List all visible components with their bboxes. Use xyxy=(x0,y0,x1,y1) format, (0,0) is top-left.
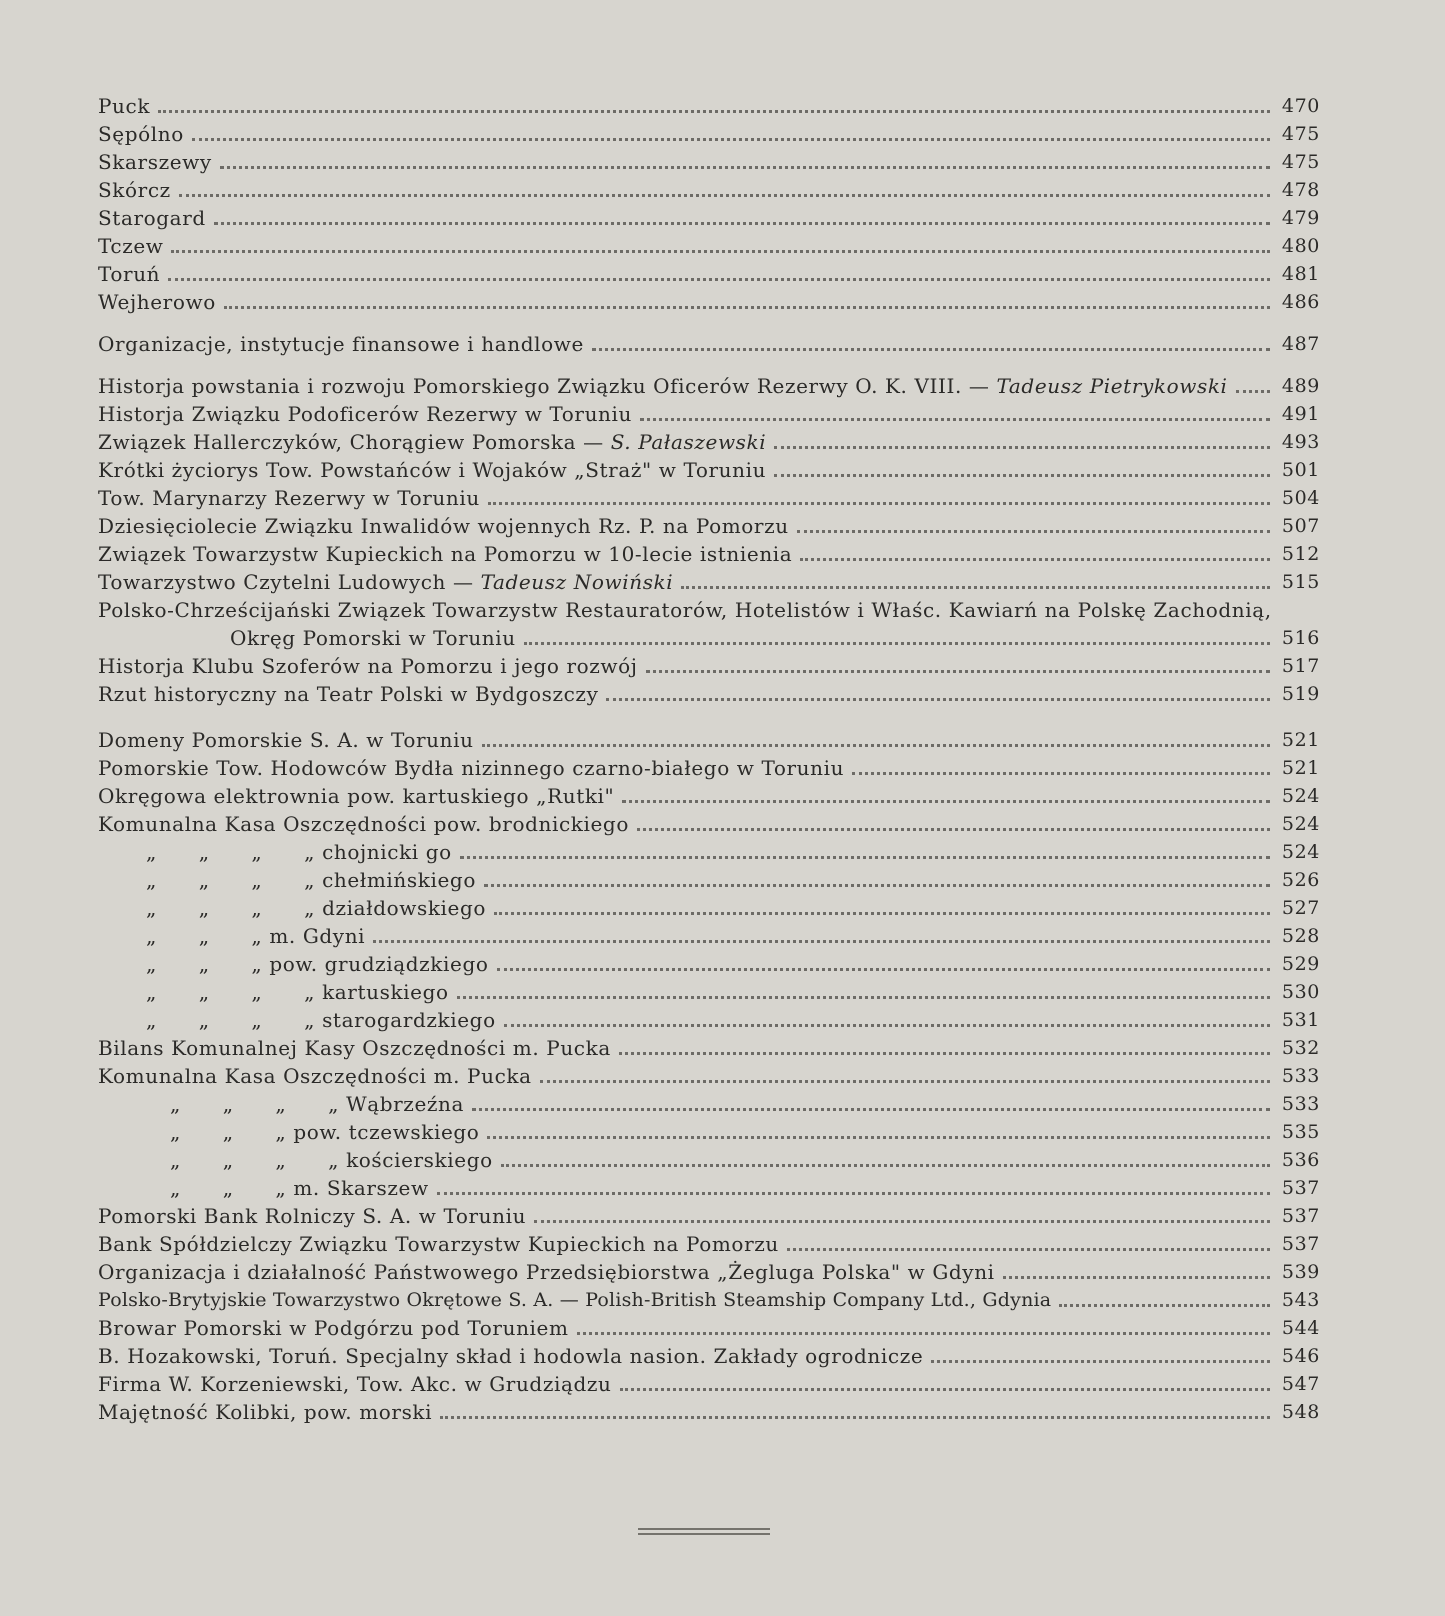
dot-leader xyxy=(460,856,1270,859)
toc-entry xyxy=(98,512,1320,540)
dot-leader xyxy=(487,1136,1270,1139)
toc-entry xyxy=(98,330,1320,358)
page-number: 526 xyxy=(1281,869,1320,891)
entry-title xyxy=(98,1090,464,1118)
entry-title-text: działdowskiego xyxy=(322,896,487,920)
dot-leader xyxy=(482,744,1270,747)
entry-title: Organizacja i działalność Państwowego Przedsiębiorstwa „Żegluga Polska" w Gdyni xyxy=(98,1260,995,1284)
toc-entry xyxy=(98,1090,1320,1118)
entry-title: Puck xyxy=(98,94,151,118)
page-number: 533 xyxy=(1281,1065,1320,1087)
dot-leader xyxy=(224,306,1270,309)
page-number: 543 xyxy=(1281,1289,1320,1311)
toc-entry xyxy=(98,288,1320,316)
entry-title: B. Hozakowski, Toruń. Specjalny skład i hodowla nasion. Zakłady ogrodnicze xyxy=(98,1344,924,1368)
entry-title xyxy=(98,978,449,1006)
ditto-marks: „ „ „ „ xyxy=(146,1008,316,1032)
dot-leader xyxy=(488,502,1270,505)
ditto-marks: „ „ „ xyxy=(146,924,263,948)
entry-title-text: chojnicki go xyxy=(322,840,452,864)
entry-author: Tadeusz Pietrykowski xyxy=(996,374,1228,398)
toc-entry xyxy=(98,260,1320,288)
page-number: 470 xyxy=(1281,95,1320,117)
dot-leader xyxy=(619,1052,1270,1055)
entry-title xyxy=(98,1006,496,1034)
entry-title: Starogard xyxy=(98,206,206,230)
page-number: 479 xyxy=(1281,207,1320,229)
entry-title-text: pow. tczewskiego xyxy=(293,1120,480,1144)
page-number: 501 xyxy=(1281,459,1320,481)
toc-entry xyxy=(98,1286,1320,1314)
dot-leader xyxy=(440,1416,1270,1419)
toc-entry xyxy=(98,1006,1320,1034)
ditto-marks: „ „ „ xyxy=(146,952,263,976)
entry-title xyxy=(98,428,766,456)
entry-title: Domeny Pomorskie S. A. w Toruniu xyxy=(98,728,474,752)
entry-title: Wejherowo xyxy=(98,290,216,314)
page-number: 524 xyxy=(1281,785,1320,807)
toc-entry xyxy=(98,1062,1320,1090)
entry-title: Krótki życiorys Tow. Powstańców i Wojaków „Straż" w Toruniu xyxy=(98,458,767,482)
page-number: 478 xyxy=(1281,179,1320,201)
toc-entry xyxy=(98,1174,1320,1202)
page-number: 507 xyxy=(1281,515,1320,537)
toc-entry xyxy=(98,1230,1320,1258)
toc-entry xyxy=(98,148,1320,176)
page-number: 529 xyxy=(1281,953,1320,975)
page-number: 533 xyxy=(1281,1093,1320,1115)
entry-title xyxy=(98,838,452,866)
ditto-marks: „ „ „ xyxy=(170,1120,287,1144)
entry-title: Pomorski Bank Rolniczy S. A. w Toruniu xyxy=(98,1204,527,1228)
toc-entry xyxy=(98,1202,1320,1230)
toc-entry xyxy=(98,1034,1320,1062)
entry-title: Organizacje, instytucje finansowe i handlowe xyxy=(98,332,584,356)
page-number: 489 xyxy=(1281,375,1320,397)
dot-leader xyxy=(646,670,1270,673)
toc-entry xyxy=(98,1146,1320,1174)
entry-title xyxy=(98,568,673,596)
toc-entry xyxy=(98,428,1320,456)
entry-title: Pomorskie Tow. Hodowców Bydła nizinnego czarno-białego w Toruniu xyxy=(98,756,845,780)
dot-leader xyxy=(158,110,1270,113)
toc-entry xyxy=(98,1370,1320,1398)
toc-entry xyxy=(98,484,1320,512)
toc-entry xyxy=(98,754,1320,782)
toc-entry xyxy=(98,400,1320,428)
ditto-marks: „ „ „ xyxy=(170,1176,287,1200)
page-number: 521 xyxy=(1281,757,1320,779)
toc-entry xyxy=(98,978,1320,1006)
page-number: 527 xyxy=(1281,897,1320,919)
entry-title: Historja Klubu Szoferów na Pomorzu i jego rozwój xyxy=(98,654,638,678)
dot-leader xyxy=(640,418,1270,421)
page-number: 536 xyxy=(1281,1149,1320,1171)
dot-leader xyxy=(1003,1276,1270,1279)
page-number: 519 xyxy=(1281,683,1320,705)
page-number: 537 xyxy=(1281,1205,1320,1227)
entry-title-text: chełmińskiego xyxy=(322,868,476,892)
page-number: 524 xyxy=(1281,841,1320,863)
entry-title: Majętność Kolibki, pow. morski xyxy=(98,1400,433,1424)
toc-entry xyxy=(98,1398,1320,1426)
dot-leader xyxy=(497,968,1271,971)
toc-entry xyxy=(98,120,1320,148)
dot-leader xyxy=(931,1360,1270,1363)
entry-title: Polsko-Chrześcijański Związek Towarzystw Restauratorów, Hotelistów i Właśc. Kawiarń na Polskę Zachodnią, xyxy=(98,598,1272,622)
dot-leader xyxy=(1059,1304,1270,1307)
dot-leader xyxy=(501,1164,1270,1167)
toc-entry xyxy=(98,1118,1320,1146)
toc-entry xyxy=(98,596,1320,624)
page-number: 481 xyxy=(1281,263,1320,285)
entry-title: Tczew xyxy=(98,234,164,258)
entry-author: Tadeusz Nowiński xyxy=(480,570,674,594)
entry-title: Toruń xyxy=(98,262,161,286)
toc-entry xyxy=(98,866,1320,894)
toc-entry xyxy=(98,540,1320,568)
dot-leader xyxy=(214,222,1270,225)
ditto-marks: „ „ „ „ xyxy=(146,896,316,920)
toc-entry xyxy=(98,922,1320,950)
dot-leader xyxy=(774,474,1270,477)
entry-title: Bank Spółdzielczy Związku Towarzystw Kupieckich na Pomorzu xyxy=(98,1232,779,1256)
dot-leader xyxy=(606,698,1270,701)
entry-title-text: Wąbrzeźna xyxy=(346,1092,465,1116)
page-number: 480 xyxy=(1281,235,1320,257)
toc-entry xyxy=(98,568,1320,596)
dot-leader xyxy=(534,1220,1270,1223)
entry-title xyxy=(98,1146,493,1174)
entry-title-text: kościerskiego xyxy=(346,1148,493,1172)
dot-leader xyxy=(472,1108,1270,1111)
entry-title-text: pow. grudziądzkiego xyxy=(269,952,489,976)
toc-entry xyxy=(98,894,1320,922)
dot-leader xyxy=(681,586,1270,589)
entry-title xyxy=(98,866,476,894)
toc-entry xyxy=(98,204,1320,232)
page-number: 537 xyxy=(1281,1233,1320,1255)
dot-leader xyxy=(800,558,1270,561)
entry-title: Komunalna Kasa Oszczędności pow. brodnickiego xyxy=(98,812,629,836)
page-number: 548 xyxy=(1281,1401,1320,1423)
entry-title: Polsko-Brytyjskie Towarzystwo Okrętowe S. A. — Polish-British Steamship Company Ltd., Gdynia xyxy=(98,1289,1052,1311)
entry-title: Browar Pomorski w Podgórzu pod Toruniem xyxy=(98,1316,569,1340)
dot-leader xyxy=(852,772,1270,775)
toc-entry xyxy=(98,652,1320,680)
toc-entry xyxy=(98,456,1320,484)
dot-leader xyxy=(220,166,1270,169)
toc-entry xyxy=(98,1258,1320,1286)
page-number: 532 xyxy=(1281,1037,1320,1059)
page-number: 517 xyxy=(1281,655,1320,677)
dot-leader xyxy=(171,250,1270,253)
entry-title-text: m. Gdyni xyxy=(269,924,366,948)
page-number: 530 xyxy=(1281,981,1320,1003)
entry-title: Firma W. Korzeniewski, Tow. Akc. w Grudziądzu xyxy=(98,1372,612,1396)
page-number: 524 xyxy=(1281,813,1320,835)
entry-title-text: Towarzystwo Czytelni Ludowych — xyxy=(98,570,474,594)
page-number: 515 xyxy=(1281,571,1320,593)
entry-title: Okręgowa elektrownia pow. kartuskiego „Rutki" xyxy=(98,784,615,808)
entry-title: Bilans Komunalnej Kasy Oszczędności m. Pucka xyxy=(98,1036,611,1060)
entry-title xyxy=(98,1118,479,1146)
dot-leader xyxy=(504,1024,1270,1027)
entry-title xyxy=(98,922,365,950)
section-gap xyxy=(98,708,1320,726)
dot-leader xyxy=(168,278,1270,281)
page-number: 537 xyxy=(1281,1177,1320,1199)
entry-title: Skarszewy xyxy=(98,150,212,174)
dot-leader xyxy=(637,828,1270,831)
page-number: 475 xyxy=(1281,151,1320,173)
page-number: 516 xyxy=(1281,627,1320,649)
dot-leader xyxy=(620,1388,1270,1391)
dot-leader xyxy=(622,800,1270,803)
toc-entry xyxy=(98,810,1320,838)
page-number: 486 xyxy=(1281,291,1320,313)
toc-entry xyxy=(98,1342,1320,1370)
page-number: 475 xyxy=(1281,123,1320,145)
page-number: 531 xyxy=(1281,1009,1320,1031)
dot-leader xyxy=(437,1192,1270,1195)
toc-entry xyxy=(98,838,1320,866)
page-number: 487 xyxy=(1281,333,1320,355)
table-of-contents xyxy=(98,92,1320,1426)
entry-title: Tow. Marynarzy Rezerwy w Toruniu xyxy=(98,486,480,510)
toc-entry-continued xyxy=(98,624,1320,652)
section-gap xyxy=(98,358,1320,372)
entry-title: Sępólno xyxy=(98,122,184,146)
entry-title: Skórcz xyxy=(98,178,171,202)
dot-leader xyxy=(797,530,1270,533)
toc-entry xyxy=(98,232,1320,260)
toc-entry xyxy=(98,372,1320,400)
dot-leader xyxy=(540,1080,1270,1083)
page-number: 546 xyxy=(1281,1345,1320,1367)
ditto-marks: „ „ „ „ xyxy=(146,980,316,1004)
dot-leader xyxy=(787,1248,1270,1251)
page-number: 504 xyxy=(1281,487,1320,509)
page-number: 491 xyxy=(1281,403,1320,425)
entry-title-text: Związek Hallerczyków, Chorągiew Pomorska — xyxy=(98,430,604,454)
dot-leader xyxy=(524,642,1270,645)
page-number: 512 xyxy=(1281,543,1320,565)
dot-leader xyxy=(577,1332,1270,1335)
ditto-marks: „ „ „ „ xyxy=(146,840,316,864)
entry-title: Związek Towarzystw Kupieckich na Pomorzu w 10-lecie istnienia xyxy=(98,542,793,566)
page-number: 547 xyxy=(1281,1373,1320,1395)
toc-entry xyxy=(98,92,1320,120)
entry-title: Dziesięciolecie Związku Inwalidów wojennych Rz. P. na Pomorzu xyxy=(98,514,789,538)
entry-title: Rzut historyczny na Teatr Polski w Bydgoszczy xyxy=(98,682,599,706)
entry-title xyxy=(98,950,489,978)
ditto-marks: „ „ „ „ xyxy=(146,868,316,892)
page-number: 539 xyxy=(1281,1261,1320,1283)
toc-entry xyxy=(98,176,1320,204)
dot-leader xyxy=(373,940,1270,943)
entry-title: Komunalna Kasa Oszczędności m. Pucka xyxy=(98,1064,532,1088)
toc-entry xyxy=(98,1314,1320,1342)
closing-double-rule xyxy=(638,1528,770,1535)
dot-leader xyxy=(179,194,1270,197)
entry-title-text: kartuskiego xyxy=(322,980,449,1004)
toc-entry xyxy=(98,782,1320,810)
entry-title-text: starogardzkiego xyxy=(322,1008,496,1032)
dot-leader xyxy=(457,996,1270,999)
toc-entry xyxy=(98,726,1320,754)
dot-leader xyxy=(484,884,1270,887)
page-number: 528 xyxy=(1281,925,1320,947)
entry-title-text: Historja powstania i rozwoju Pomorskiego Związku Oficerów Rezerwy O. K. VIII. — xyxy=(98,374,990,398)
page-number: 521 xyxy=(1281,729,1320,751)
ditto-marks: „ „ „ „ xyxy=(170,1148,340,1172)
entry-title xyxy=(98,1174,429,1202)
ditto-marks: „ „ „ „ xyxy=(170,1092,340,1116)
page-number: 535 xyxy=(1281,1121,1320,1143)
entry-title-line2: Okręg Pomorski w Toruniu xyxy=(230,626,516,650)
toc-entry xyxy=(98,950,1320,978)
page-number: 493 xyxy=(1281,431,1320,453)
dot-leader xyxy=(774,446,1270,449)
entry-title: Historja Związku Podoficerów Rezerwy w Toruniu xyxy=(98,402,633,426)
dot-leader xyxy=(494,912,1270,915)
entry-author: S. Pałaszewski xyxy=(610,430,767,454)
entry-title xyxy=(98,894,486,922)
entry-title-text: m. Skarszew xyxy=(293,1176,429,1200)
toc-entry xyxy=(98,680,1320,708)
dot-leader xyxy=(192,138,1270,141)
dot-leader xyxy=(1236,390,1270,393)
entry-title xyxy=(98,372,1228,400)
page-number: 544 xyxy=(1281,1317,1320,1339)
section-gap xyxy=(98,316,1320,330)
dot-leader xyxy=(592,348,1270,351)
